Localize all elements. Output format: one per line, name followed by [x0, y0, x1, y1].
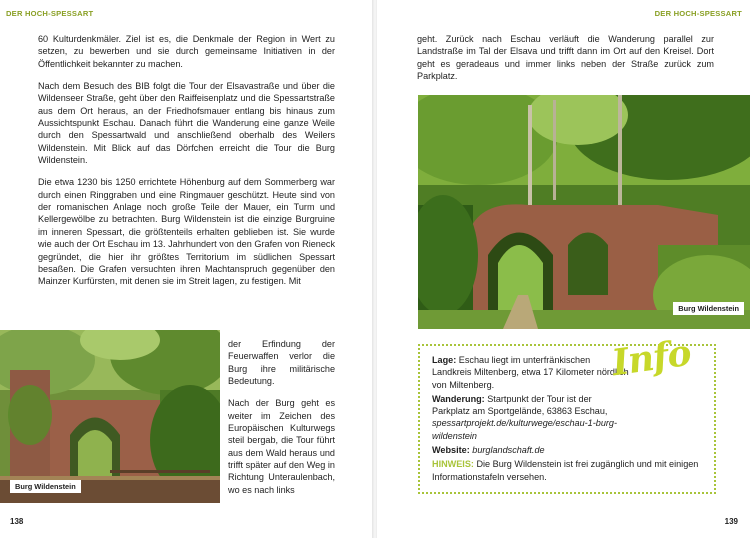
paragraph: Nach der Burg geht es weiter im Zeichen des Europäischen Kulturwegs steil bergab, die Tour führt aus dem Wald heraus und trifft später auf den Weg in Richtung Unteraulenbach, wo es nach links: [228, 398, 335, 495]
info-website: [432, 444, 704, 456]
info-box: [418, 331, 716, 494]
info-hinweis: [432, 458, 704, 483]
right-page: [377, 0, 750, 538]
info-lage-text: Eschau liegt im unterfränkischen Landkreis Miltenberg, etwa 17 Kilometer nördlich von Miltenberg.: [432, 355, 629, 390]
info-wanderung-label: Wanderung:: [432, 393, 485, 404]
running-head-left: DER HOCH-SPESSART: [6, 9, 94, 18]
info-logo: [609, 331, 694, 400]
info-website-link[interactable]: burglandschaft.de: [472, 445, 545, 456]
right-body-text: [417, 33, 714, 92]
photo-caption-right: Burg Wildenstein: [673, 302, 744, 315]
castle-ruin-photo-left: [0, 330, 220, 503]
castle-ruin-image: [0, 330, 220, 503]
info-wanderung: [432, 393, 632, 442]
photo-caption-left: Burg Wildenstein: [10, 480, 81, 493]
paragraph: geht. Zurück nach Eschau verläuft die Wanderung parallel zur Landstraße im Tal der Elsava und trifft dann im Ort auf den Kreisel. Dort geht es geradeaus und immer links neben der Straße zurück zum Parkplatz.: [417, 34, 714, 82]
info-wanderung-text: Startpunkt der Tour ist der Parkplatz am Sportgelände, 63863 Eschau,: [432, 393, 608, 417]
left-wrap-text: [228, 338, 335, 506]
paragraph: Die etwa 1230 bis 1250 errichtete Höhenburg auf dem Sommerberg war durch einen Ringgraben und eine Ringmauer geschützt. Heute sind von der romanischen Anlage noch große Teile der Mauer, ein Turm und Kellergewölbe zu betrachten. Burg Wildenstein ist die einzige Burgruine im inneren Spessart, die größtenteils erhalten geblieben ist. Sie wurde wie auch der Ort Eschau im 13. Jahrhundert von den Grafen von Rieneck gegründet, die hier ihr größtes Territorium im südlichen Spessart besaßen. Die Grafen versuchten ihren Machtanspruch gegenüber den Mainzer Kurfürsten, mit denen sie im Streit lagen, zu festigen. Mit: [38, 177, 335, 287]
info-logo-text: Info: [609, 331, 694, 385]
info-lage: [432, 354, 632, 391]
left-page: [0, 0, 373, 538]
info-wanderung-link[interactable]: spessartprojekt.de/kulturwege/eschau-1-burg-wildenstein: [432, 418, 618, 441]
info-lage-label: Lage:: [432, 355, 457, 365]
info-hinweis-text: Die Burg Wildenstein ist frei zugänglich und mit einigen Informationstafeln versehen.: [432, 459, 699, 482]
paragraph: Nach dem Besuch des BIB folgt die Tour der Elsavastraße und über die Wildenseer Straße, geht über den Raiffeisenplatz und die Spessartstraße aus dem Ort heraus, an der Friedhofsmauer entlang bis hinaus zum Aussichtspunkt Eschau. Danach führt die Wanderung eine ganze Weile durch den Spessartwald und anschließend oberhalb des Weilers Wildenstein. Mit Blick auf das Dörfchen erreicht die Tour die Burg Wildenstein.: [38, 81, 335, 166]
paragraph: 60 Kulturdenkmäler. Ziel ist es, die Denkmale der Region in Wert zu setzen, zu bewerben und sie durch gemeinsame Initiativen in der Öffentlichkeit bekannter zu machen.: [38, 34, 335, 69]
left-body-text: [38, 33, 335, 288]
info-hinweis-label: HINWEIS:: [432, 459, 474, 470]
page-number-right: 139: [724, 517, 738, 526]
info-website-label: Website:: [432, 445, 470, 456]
castle-arch-image: [418, 95, 750, 329]
page-number-left: 138: [10, 517, 24, 526]
castle-ruin-photo-right: [418, 95, 750, 329]
running-head-right: DER HOCH-SPESSART: [654, 9, 742, 18]
paragraph: der Erfindung der Feuerwaffen verlor die Burg ihre militärische Bedeutung.: [228, 339, 335, 387]
